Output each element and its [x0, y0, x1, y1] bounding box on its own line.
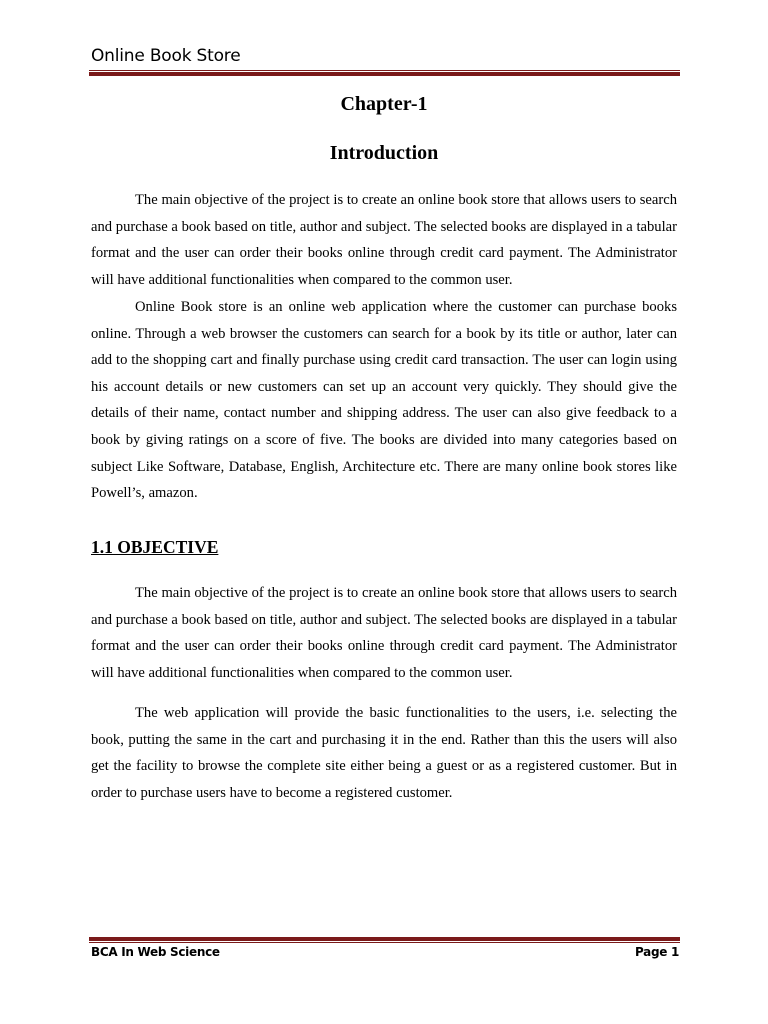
- page-header-title: Online Book Store: [91, 46, 241, 66]
- footer-course: BCA In Web Science: [91, 945, 220, 959]
- chapter-number: Chapter-1: [340, 93, 428, 115]
- objective-paragraph-1: The main objective of the project is to create an online book store that allows users to search and purchase a book based on title, author and subject. The selected books are displayed in a tabular format and the user can order their books online through credit card payment. The Administrator will have additional functionalities when compared to the common user.: [91, 585, 677, 681]
- intro-paragraph-2: Online Book store is an online web application where the customer can purchase books online. Through a web browser the customers can search for a book by its title or author, later can add to the shopping cart and finally purchase using credit card transaction. The user can login using his account details or new customers can set up an account very quickly. They should give the details of their name, contact number and shipping address. The user can also give feedback to a book by giving ratings on a score of five. The books are divided into many categories based on subject Like Software, Database, English, Architecture etc. There are many online book stores like Powell’s, amazon.: [91, 299, 677, 502]
- objective-paragraph-2: The web application will provide the basic functionalities to the users, i.e. selecting the book, putting the same in the cart and purchasing it in the end. Rather than this the users will also get the facility to browse the complete site either being a guest or as a registered customer. But in order to purchase users have to become a registered customer.: [91, 705, 677, 801]
- footer-rule: [89, 937, 680, 943]
- footer-page-number: Page 1: [634, 945, 679, 959]
- header-rule: [89, 70, 680, 76]
- intro-paragraph-1: The main objective of the project is to create an online book store that allows users to search and purchase a book based on title, author and subject. The selected books are displayed in a tabular format and the user can order their books online through credit card payment. The Administrator will have additional functionalities when compared to the common user.: [91, 192, 677, 288]
- section-heading-objective: 1.1 OBJECTIVE: [91, 537, 219, 557]
- chapter-title: Introduction: [329, 142, 439, 164]
